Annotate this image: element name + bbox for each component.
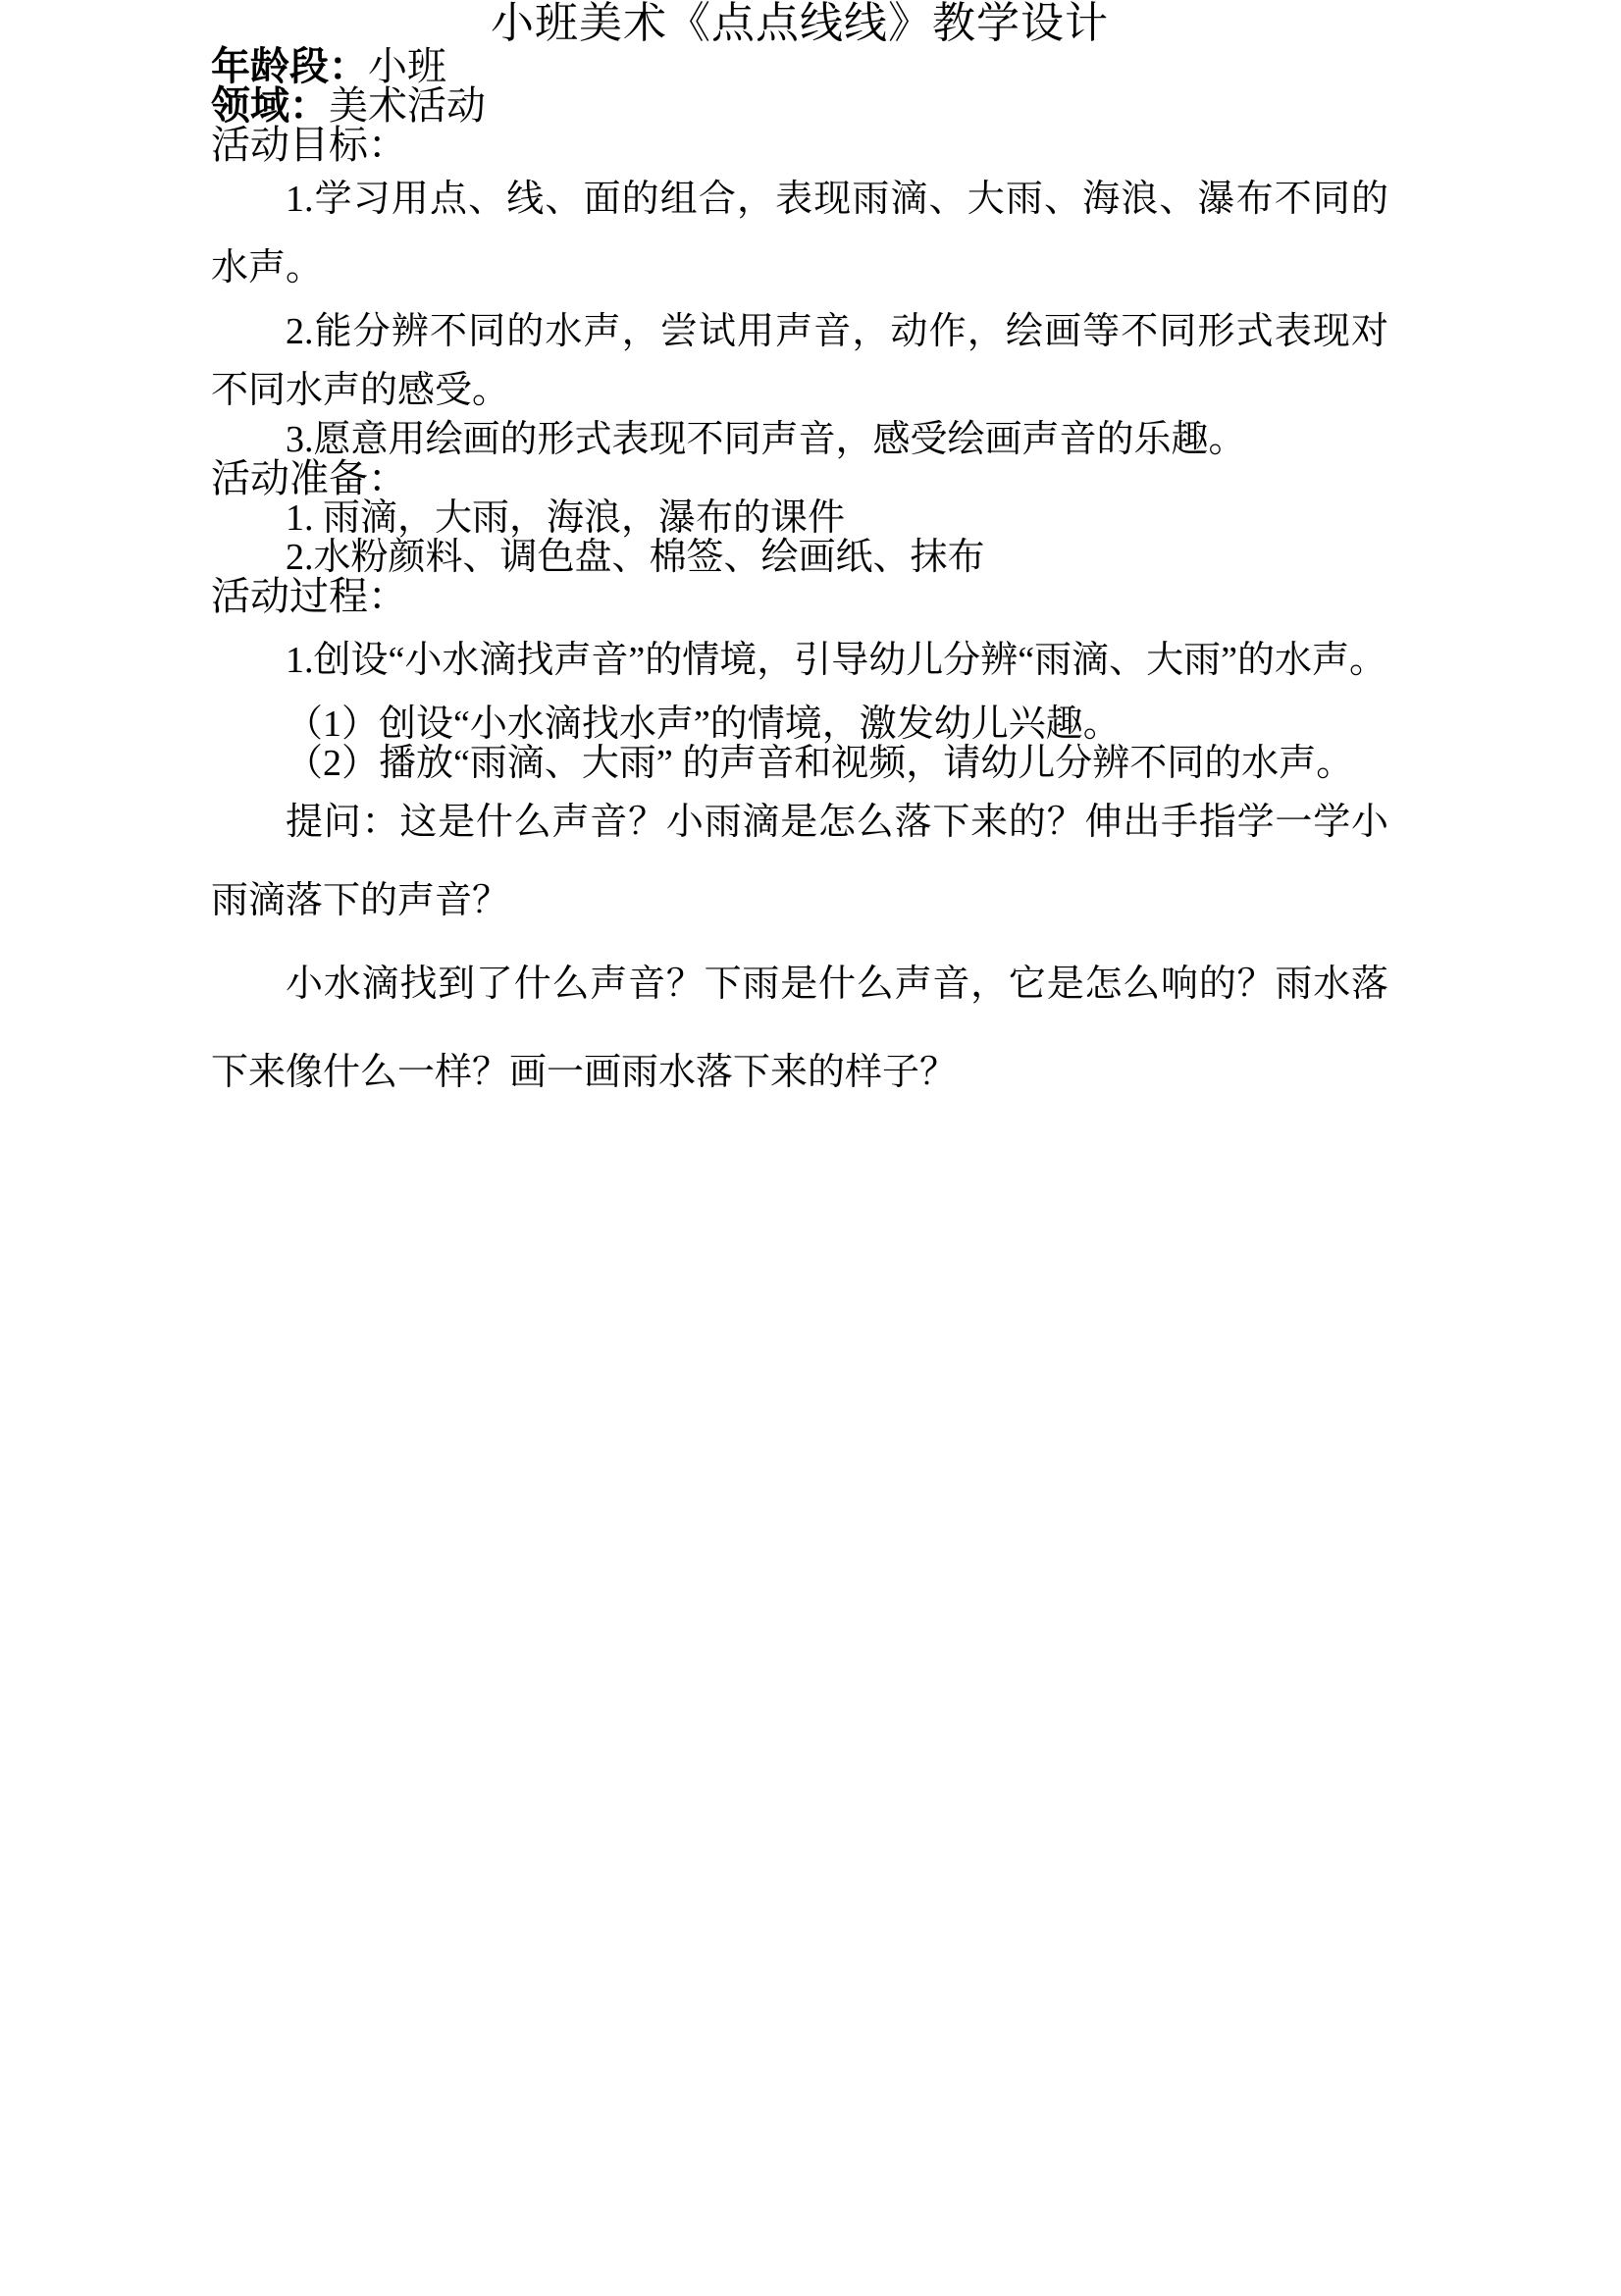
process-substep-1: （1）创设“小水滴找水声”的情境，激发幼儿兴趣。 bbox=[286, 704, 1121, 745]
process-question-paragraph-2: 小水滴找到了什么声音？下雨是什么声音，它是怎么响的？雨水落下来像什么一样？画一画雨水落下来的样子？ bbox=[211, 964, 1388, 1093]
field-domain-label: 领域： bbox=[211, 83, 329, 128]
goal-item-2: 2.能分辨不同的水声，尝试用声音，动作，绘画等不同形式表现对不同水声的感受。 bbox=[211, 311, 1388, 411]
process-substep-2: （2）播放“雨滴、大雨” 的声音和视频，请幼儿分辨不同的水声。 bbox=[286, 743, 1354, 784]
goal-item-3: 3.愿意用绘画的形式表现不同声音，感受绘画声音的乐趣。 bbox=[286, 419, 1246, 460]
field-age-group-label: 年龄段： bbox=[211, 44, 368, 88]
section-heading-preparation: 活动准备： bbox=[211, 456, 407, 500]
field-age-group-value: 小班 bbox=[368, 44, 446, 88]
process-question-paragraph-1: 提问：这是什么声音？小雨滴是怎么落下来的？伸出手指学一学小雨滴落下的声音？ bbox=[211, 802, 1388, 921]
process-step-1-heading: 1.创设“小水滴找声音”的情境，引导幼儿分辨“雨滴、大雨”的水声。 bbox=[286, 640, 1386, 681]
section-heading-goals: 活动目标： bbox=[211, 123, 407, 167]
preparation-item-1: 1. 雨滴，大雨，海浪，瀑布的课件 bbox=[286, 497, 846, 539]
field-age-group bbox=[211, 44, 1388, 88]
goal-item-1: 1.学习用点、线、面的组合，表现雨滴、大雨、海浪、瀑布不同的水声。 bbox=[211, 179, 1388, 288]
field-domain-value: 美术活动 bbox=[329, 83, 486, 128]
preparation-item-2: 2.水粉颜料、调色盘、棉签、绘画纸、抹布 bbox=[286, 537, 985, 578]
field-domain bbox=[211, 83, 1388, 128]
section-heading-process: 活动过程： bbox=[211, 574, 407, 618]
document-title: 小班美术《点点线线》教学设计 bbox=[491, 0, 1109, 47]
